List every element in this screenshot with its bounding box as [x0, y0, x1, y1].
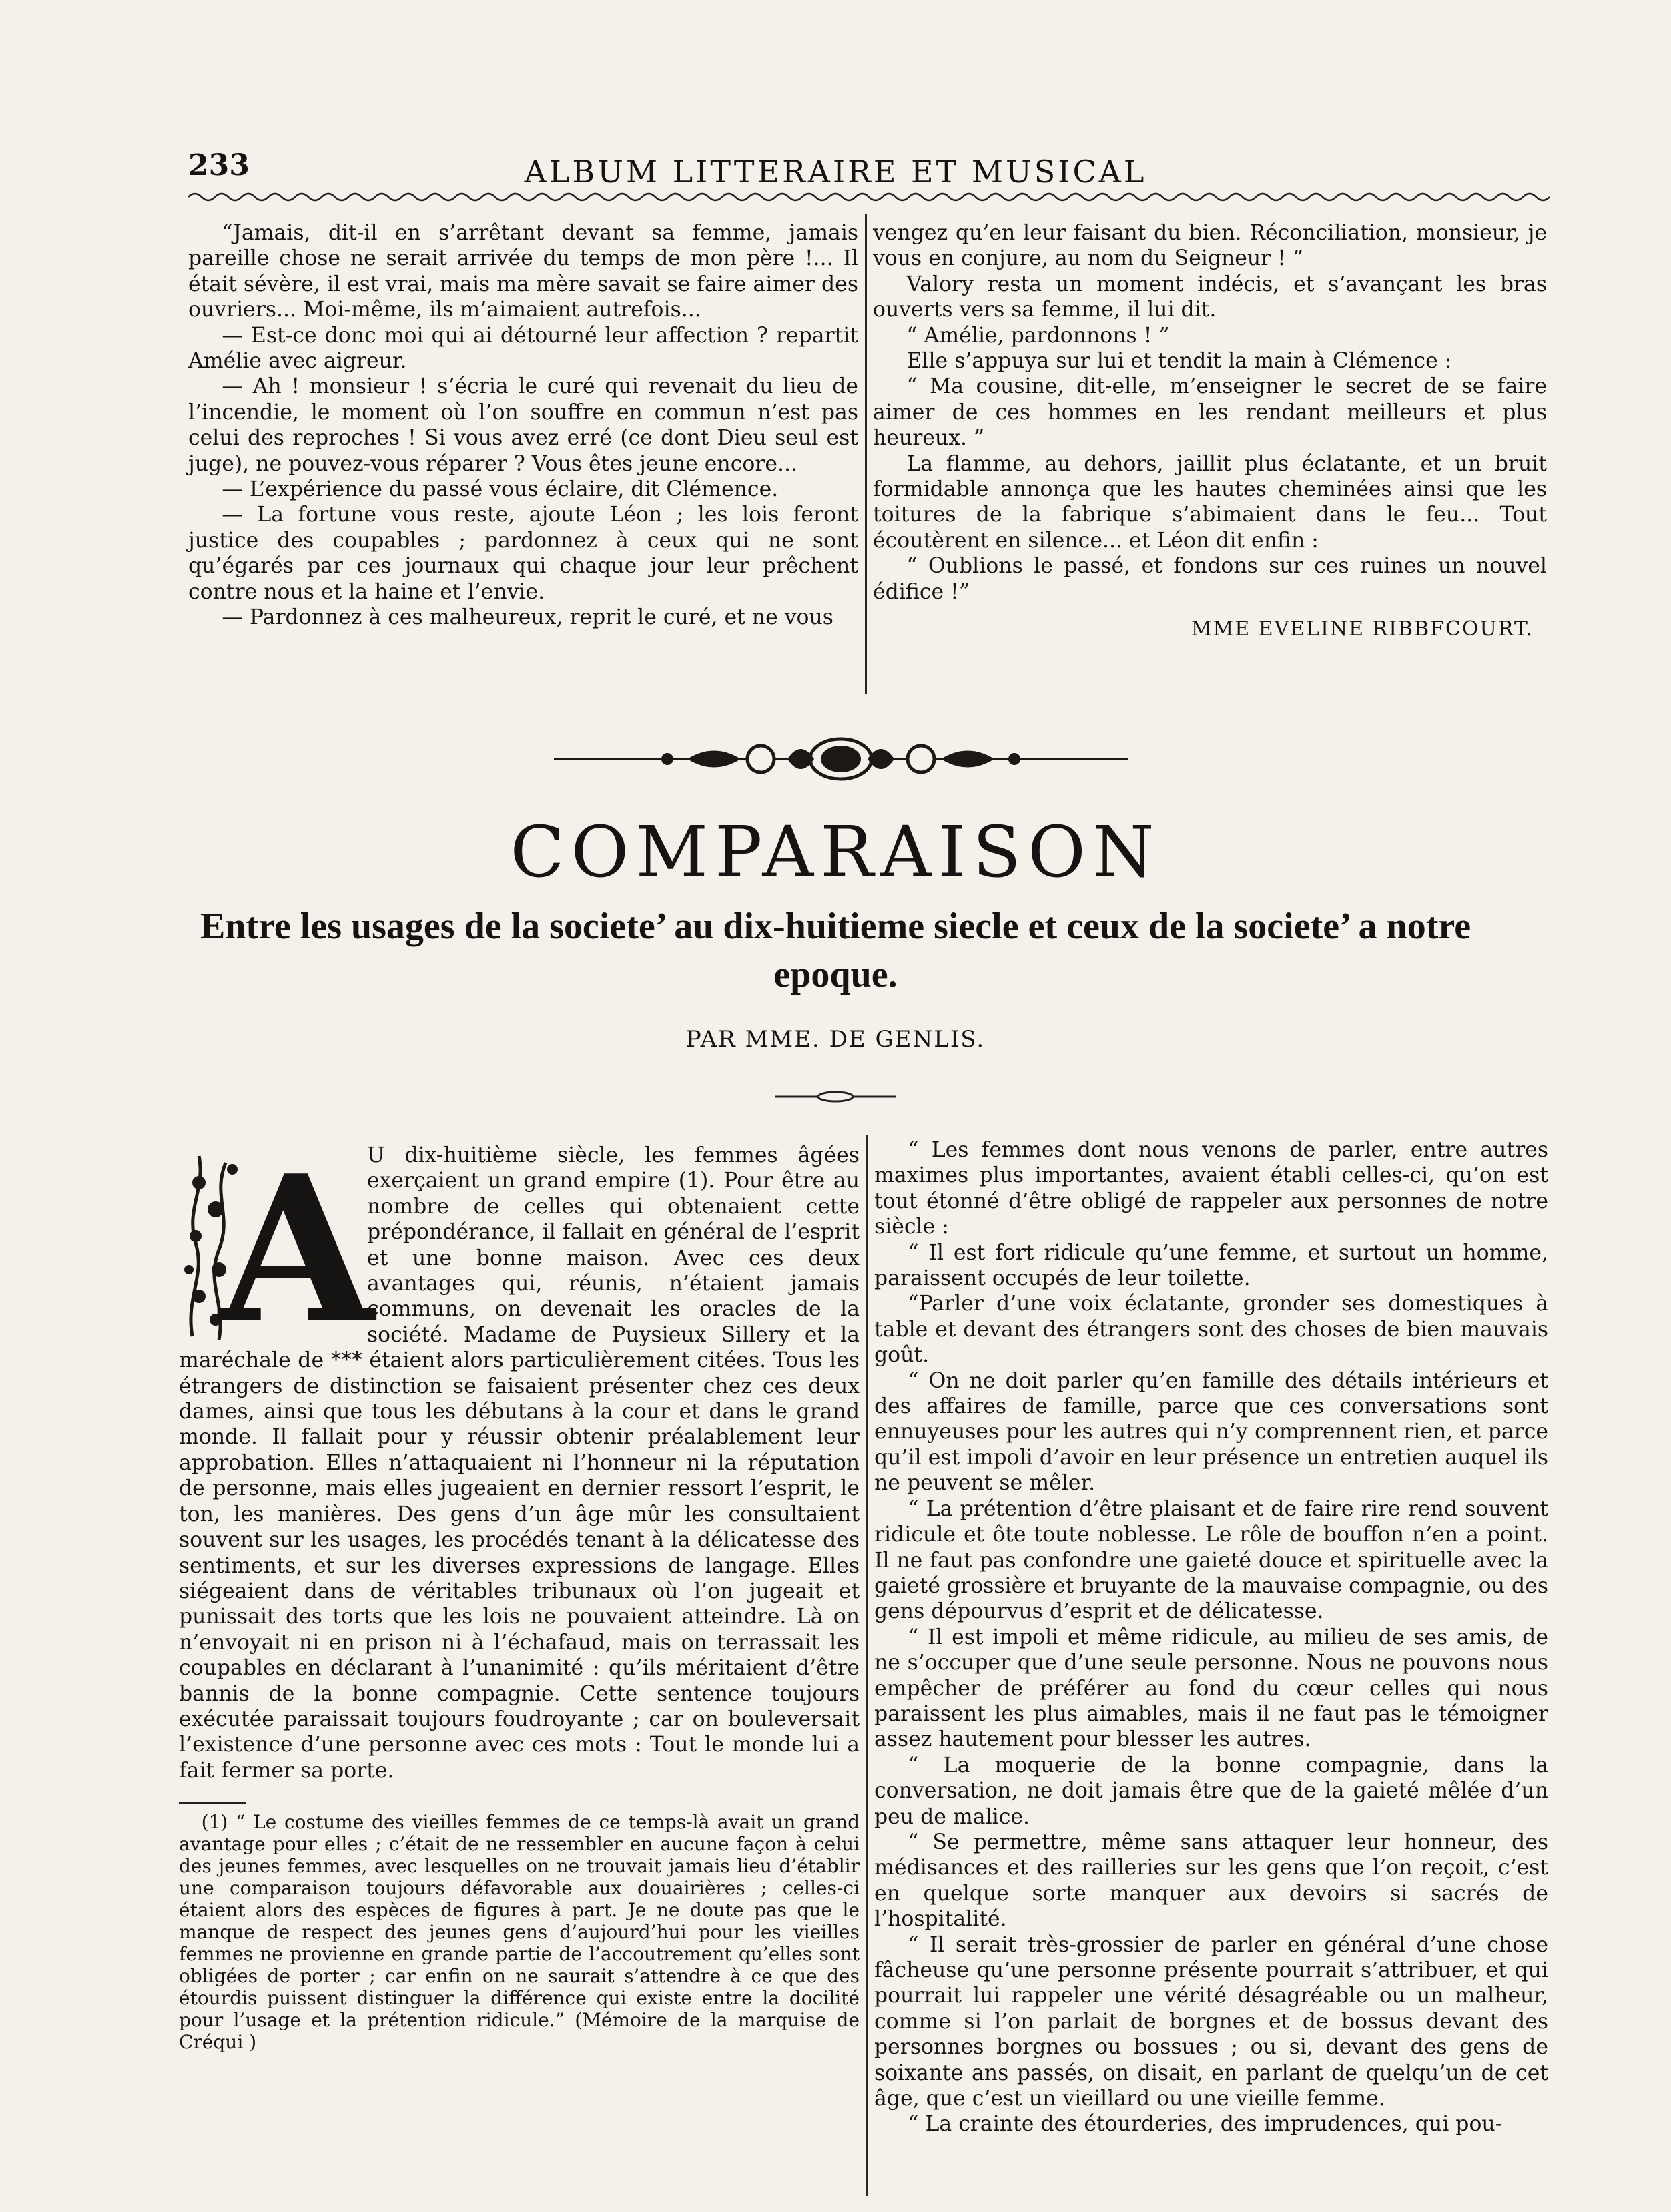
dropcap-letter: A [219, 1131, 374, 1367]
paragraph: “ Il est impoli et même ridicule, au milieu de ses amis, de ne s’occuper que d’une seule personne. Nous ne pouvons nous empêcher de préférer au fond du cœur celles qui nous paraissent les plus aimables, mais il ne faut pas le témoigner assez hautement pour blesser les autres. [874, 1625, 1548, 1752]
paragraph: “ Les femmes dont nous venons de parler, entre autres maximes plus importantes, avaient établi celles-ci, qu’on est tout étonné d’être obligé de rappeler aux personnes de notre siècle : [874, 1138, 1548, 1239]
header-wavy-rule [188, 188, 1550, 206]
article-byline: PAR MME. DE GENLIS. [685, 1026, 986, 1053]
decorative-initial [179, 1131, 374, 1367]
article-subtitle: Entre les usages de la societe’ au dix-huitieme siecle et ceux de la societe’ a notre epoque. [200, 906, 1471, 995]
paragraph: “ La prétention d’être plaisant et de faire rire rend souvent ridicule et ôte toute noblesse. Le rôle de bouffon n’en a point. Il ne faut pas confondre une gaieté douce et spirituelle avec la gaieté grossière et bruyante de la mauvaise compagnie, ou des gens dépourvus d’esprit et de délicatesse. [874, 1496, 1548, 1624]
small-separator [775, 1089, 896, 1104]
running-title: ALBUM LITTERAIRE ET MUSICAL [524, 154, 1147, 190]
paragraph: “ On ne doit parler qu’en famille des détails intérieurs et des affaires de famille, parce que ces conversations sont ennuyeuses pour les autres qui n’y comprennent rien, et parce qu’il est impoli d’avoir en leur présence un entretien auquel ils ne peuvent se mêler. [874, 1368, 1548, 1496]
paragraph: “ La moquerie de la bonne compagnie, dans la conversation, ne doit jamais être que de la gaieté mêlée d’un peu de malice. [874, 1753, 1548, 1829]
paragraph: “Jamais, dit-il en s’arrêtant devant sa femme, jamais pareille chose ne serait arrivée du temps de mon père !... Il était sévère, il est vrai, mais ma mère savait se faire aimer des ouvriers... Moi-même, ils m’aimaient autrefois... [188, 221, 858, 322]
paragraph: “ Oublions le passé, et fondons sur ces ruines un nouvel édifice !” [873, 554, 1547, 604]
paragraph: “ Il est fort ridicule qu’une femme, et surtout un homme, paraissent occupés de leur toilette. [874, 1240, 1548, 1291]
bottom-left-column [179, 1131, 860, 2054]
paragraph: — Pardonnez à ces malheureux, reprit le curé, et ne vous [222, 605, 833, 630]
paragraph: — L’expérience du passé vous éclaire, dit Clémence. [222, 477, 779, 502]
paragraph: — La fortune vous reste, ajoute Léon ; les lois feront justice des coupables ; pardonnez à ceux qui ne sont qu’égarés par ces journaux qui chaque jour leur prêchent contre nous et la haine et l’envie. [188, 503, 858, 604]
footnote [179, 1811, 860, 2053]
paragraph: “ Amélie, pardonnons ! ” [906, 323, 1170, 348]
author-signature: MME EVELINE RIBBFCOURT. [1191, 617, 1534, 641]
paragraph: vengez qu’en leur faisant du bien. Réconciliation, monsieur, je vous en conjure, au nom du Seigneur ! ” [873, 221, 1547, 271]
bottom-right-column [874, 1137, 1548, 2137]
paragraph: Valory resta un moment indécis, et s’avançant les bras ouverts vers sa femme, il lui dit. [873, 272, 1547, 322]
paragraph: — Est-ce donc moi qui ai détourné leur affection ? repartit Amélie avec aigreur. [188, 323, 858, 374]
paragraph: “ Il serait très-grossier de parler en général d’une chose fâcheuse qu’une personne présente pourrait s’attribuer, et qui pourrait lui rappeler une vérité désagréable ou un malheur, comme si l’on parlait de borgnes et de bossus devant des personnes borgnes ou bossues ; ou si, devant des gens de soixante ans passés, on disait, en parlant de quelqu’un de cet âge, que c’est un vieillard ou une vieille femme. [874, 1932, 1548, 2111]
decorative-ornament [554, 729, 1128, 789]
footnote-rule [179, 1802, 246, 1804]
bottom-column-divider [866, 1135, 868, 2196]
paragraph: “ Se permettre, même sans attaquer leur honneur, des médisances et des railleries sur les gens que l’on reçoit, c’est en quelque sorte manquer aux devoirs si sacrés de l’hospitalité. [874, 1830, 1548, 1932]
top-column-divider [865, 214, 867, 694]
top-left-column [188, 220, 858, 631]
paragraph: La flamme, au dehors, jaillit plus éclatante, et un bruit formidable annonça que les hautes cheminées ainsi que les toitures de la fabrique s’abimaient dans le feu... Tout écoutèrent en silence... et Léon dit enfin : [873, 451, 1547, 553]
paragraph: — Ah ! monsieur ! s’écria le curé qui revenait du lieu de l’incendie, le moment où l’on souffre en commun n’est pas celui des reproches ! Si vous avez erré (ce dont Dieu seul est juge), ne pouvez-vous réparer ? Vous êtes jeune encore... [188, 374, 858, 476]
paragraph: “ La crainte des étourderies, des imprudences, qui pou- [908, 2112, 1503, 2137]
paragraph: Elle s’appuya sur lui et tendit la main à Clémence : [906, 349, 1452, 374]
page-number: 233 [188, 148, 250, 182]
article-title: COMPARAISON [510, 811, 1161, 893]
paragraph: “ Ma cousine, dit-elle, m’enseigner le secret de se faire aimer de ces hommes en les rendant meilleurs et plus heureux. ” [873, 374, 1547, 451]
paragraph: “Parler d’une voix éclatante, gronder ses domestiques à table et devant des étrangers sont des choses de bien mauvais goût. [874, 1292, 1548, 1368]
top-right-column [873, 220, 1547, 643]
footnote-text: (1) “ Le costume des vieilles femmes de ce temps-là avait un grand avantage pour elles ; c’était de ne ressembler en aucune façon à celui des jeunes femmes, avec lesquelles on ne trouvait jamais lieu d’établir une comparaison toujours défavorable aux douairières ; celles-ci étaient alors des espèces de figures à part. Je ne doute pas que le manque de respect des jeunes gens d’aujourd’hui pour les vieilles femmes ne provienne en grande partie de l’accoutrement qu’elles sont obligées de porter ; car enfin on ne saurait s’attendre à ce que des étourdis puissent distinguer la différence qui existe entre la docilité pour l’usage et la prétention ridicule.” (Mémoire de la marquise de Créqui ) [179, 1811, 860, 2054]
paragraph: U dix-huitième siècle, les femmes âgées exerçaient un grand empire (1). Pour être au nombre de celles qui obtenaient cette prépondérance, il fallait en général de l’esprit et une bonne maison. Avec ces deux avantages qui, réunis, n’étaient jamais communs, on devenait les oracles de la société. Madame de Puysieux Sillery et la maréchale de *** étaient alors particulièrement citées. Tous les étrangers de distinction se faisaient présenter chez ces deux dames, ainsi que tous les débutans à la cour et dans le grand monde. Il fallait pour y réussir obtenir préalablement leur approbation. Elles n’attaquaient ni l’honneur ni la réputation de personne, mais elles jugeaient en dernier ressort l’esprit, le ton, les manières. Des gens d’un âge mûr les consultaient souvent sur les usages, les procédés tenant à la délicatesse des sentiments, et sur les diverses expressions de langage. Elles siégeaient dans de véritables tribunaux où l’on jugeait et punissait des torts que les lois ne pouvaient atteindre. Là on n’envoyait ni en prison ni à l’échafaud, mais on terrassait les coupables en déclarant à l’unanimité : qu’ils méritaient d’être bannis de la bonne compagnie. Cette sentence toujours exécutée paraissait toujours foudroyante ; car on bouleversait l’existence d’une personne avec ces mots : Tout le monde lui a fait fermer sa porte. [179, 1143, 860, 1783]
